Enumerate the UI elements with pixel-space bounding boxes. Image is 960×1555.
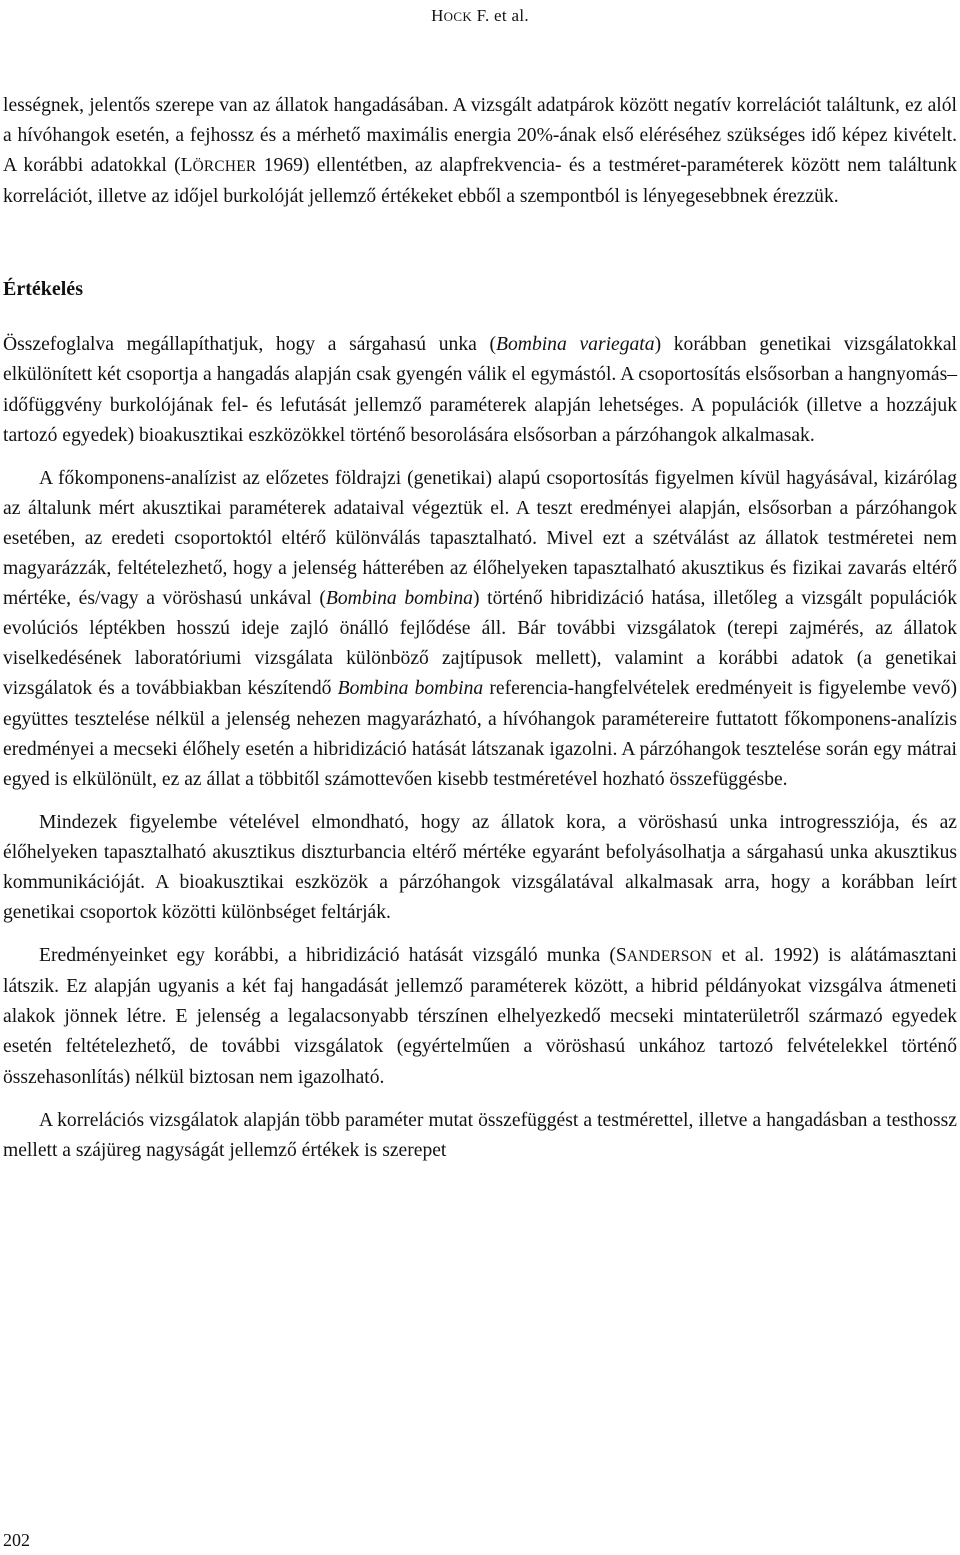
author-suffix: F. et al. xyxy=(472,6,529,25)
paragraph-text: Mindezek figyelembe vételével elmondható, hogy az állatok kora, a vöröshasú unka introgressziója, és az élőhelyeken tapasztalható akusztikus diszturbancia eltérő mértéke egyaránt befolyásolhatja a sárgahasú unka akusztikus kommunikációját. A bioakusztikai eszközök a párzóhangok vizsgálatával alkalmasak arra, hogy a korábban leírt genetikai csoportok közötti különbséget feltárják. xyxy=(3,811,957,924)
section-heading: Értékelés xyxy=(3,278,83,301)
paragraph-discussion-end xyxy=(3,91,957,212)
paragraph-text: et al. 1992) is alátámasztani látszik. Ez alapján ugyanis a két faj hangadását jellemző paraméterek között, a hibrid példányokat vizsgálva átmeneti alakok jönnek létre. E jelenség a legalacsonyabb térszínen elhelyezkedő mecseki mintaterületről származó egyedek esetén feltételezhető, de további vizsgálatok (egyértelműen a vöröshasú unkához tartozó felvételekkel történő összehasonlítás) nélkül biztosan nem igazolható. xyxy=(3,945,958,1088)
paragraph-hybridization xyxy=(3,941,957,1092)
paragraph-summary xyxy=(3,330,957,450)
paragraph-pca xyxy=(3,464,957,795)
paragraph-text: lességnek, jelentős szerepe van az állatok hangadásában. A vizsgált adatpárok között negatív korrelációt találtunk, ez alól a hívóhangok esetén, a fejhossz és a mérhető maximális energia 20%-ának első eléréséhez szükséges idő képez kivételt. A korábbi adatokkal (L xyxy=(3,95,957,177)
paragraph-text: referencia-hangfelvételek eredményeit is figyelembe vevő) együttes tesztelése nélkül a jelenség nehezen magyarázható, a hívóhangok paramétereire futtatott főkomponens-analízis eredményei a mecseki élőhely esetén a hibridizáció hatását látszanak igazolni. A párzóhangok tesztelése során egy mátrai egyed is elkülönült, ez az állat a többitől számottevően kisebb testméretével hozható összefüggésbe. xyxy=(3,678,957,790)
author-name-smallcaps: OCK xyxy=(443,9,473,24)
species-name: Bombina variegata xyxy=(496,334,655,356)
paragraph-text: A korrelációs vizsgálatok alapján több paraméter mutat összefüggést a testmérettel, illetve a hangadásban a testhossz mellett a szájüreg nagyságát jellemző értékek is szerepet xyxy=(3,1109,957,1161)
paragraph-correlation xyxy=(3,1106,957,1166)
citation-author-smallcaps: ÖRCHER xyxy=(192,158,257,176)
paragraph-text: A főkomponens-analízist az előzetes földrajzi (genetikai) alapú csoportosítás figyelmen kívül hagyásával, kizárólag az általunk mért akusztikai paraméterek adataival végeztük el. A teszt eredményei alapján, elsősorban a párzóhangok esetében, az eredeti csoportoktól eltérő különválás tapasztalható. Mivel ezt a szétválást az állatok testméretei nem magyarázzák, feltételezhető, hogy a jelenség hátterében az élőhelyeken tapasztalható akusztikus és fizikai zavarás eltérő mértéke, és/vagy a vöröshasú unkával ( xyxy=(3,467,957,610)
paragraph-text: Eredményeinket egy korábbi, a hibridizáció hatását vizsgáló munka (S xyxy=(39,945,627,967)
running-header xyxy=(0,6,960,26)
paragraph-text: ) történő hibridizáció hatása, illetőleg a vizsgált populációk evolúciós léptékben hosszú ideje zajló önálló fejlődése áll. Bár további vizsgálatok (terepi zajmérés, az állatok viselkedésének laboratóriumi vizsgálata különböző zajtípusok mellett), valamint a korábbi adatok (a genetikai vizsgálatok és a továbbiakban készítendő xyxy=(3,588,958,700)
paragraph-text: Összefoglalva megállapíthatjuk, hogy a sárgahasú unka ( xyxy=(3,334,497,356)
species-name: Bombina bombina xyxy=(325,588,473,610)
species-name: Bombina bombina xyxy=(337,678,484,700)
page-number: 202 xyxy=(3,1530,30,1550)
citation-author-smallcaps: ANDERSON xyxy=(626,948,713,966)
author-initial: H xyxy=(431,6,444,25)
paragraph-text: 1969) ellentétben, az alapfrekvencia- és a testméret-paraméterek között nem találtunk korrelációt, illetve az időjel burkolóját jellemző értékeket ebből a szempontból is lényegesebbnek érezzük. xyxy=(3,155,957,208)
page-body xyxy=(3,91,957,1166)
paragraph-text: ) korábban genetikai vizsgálatokkal elkülönített két csoportja a hangadás alapján csak gyengén válik el egymástól. A csoportosítás elsősorban a hangnyomás–időfüggvény burkolójának fel- és lefutását jellemző paraméterek alapján lehetséges. A populációk (illetve a hozzájuk tartozó egyedek) bioakusztikai eszközökkel történő besorolására elsősorban a párzóhangok alkalmasak. xyxy=(3,334,958,446)
paragraph-conclusion xyxy=(3,808,957,928)
